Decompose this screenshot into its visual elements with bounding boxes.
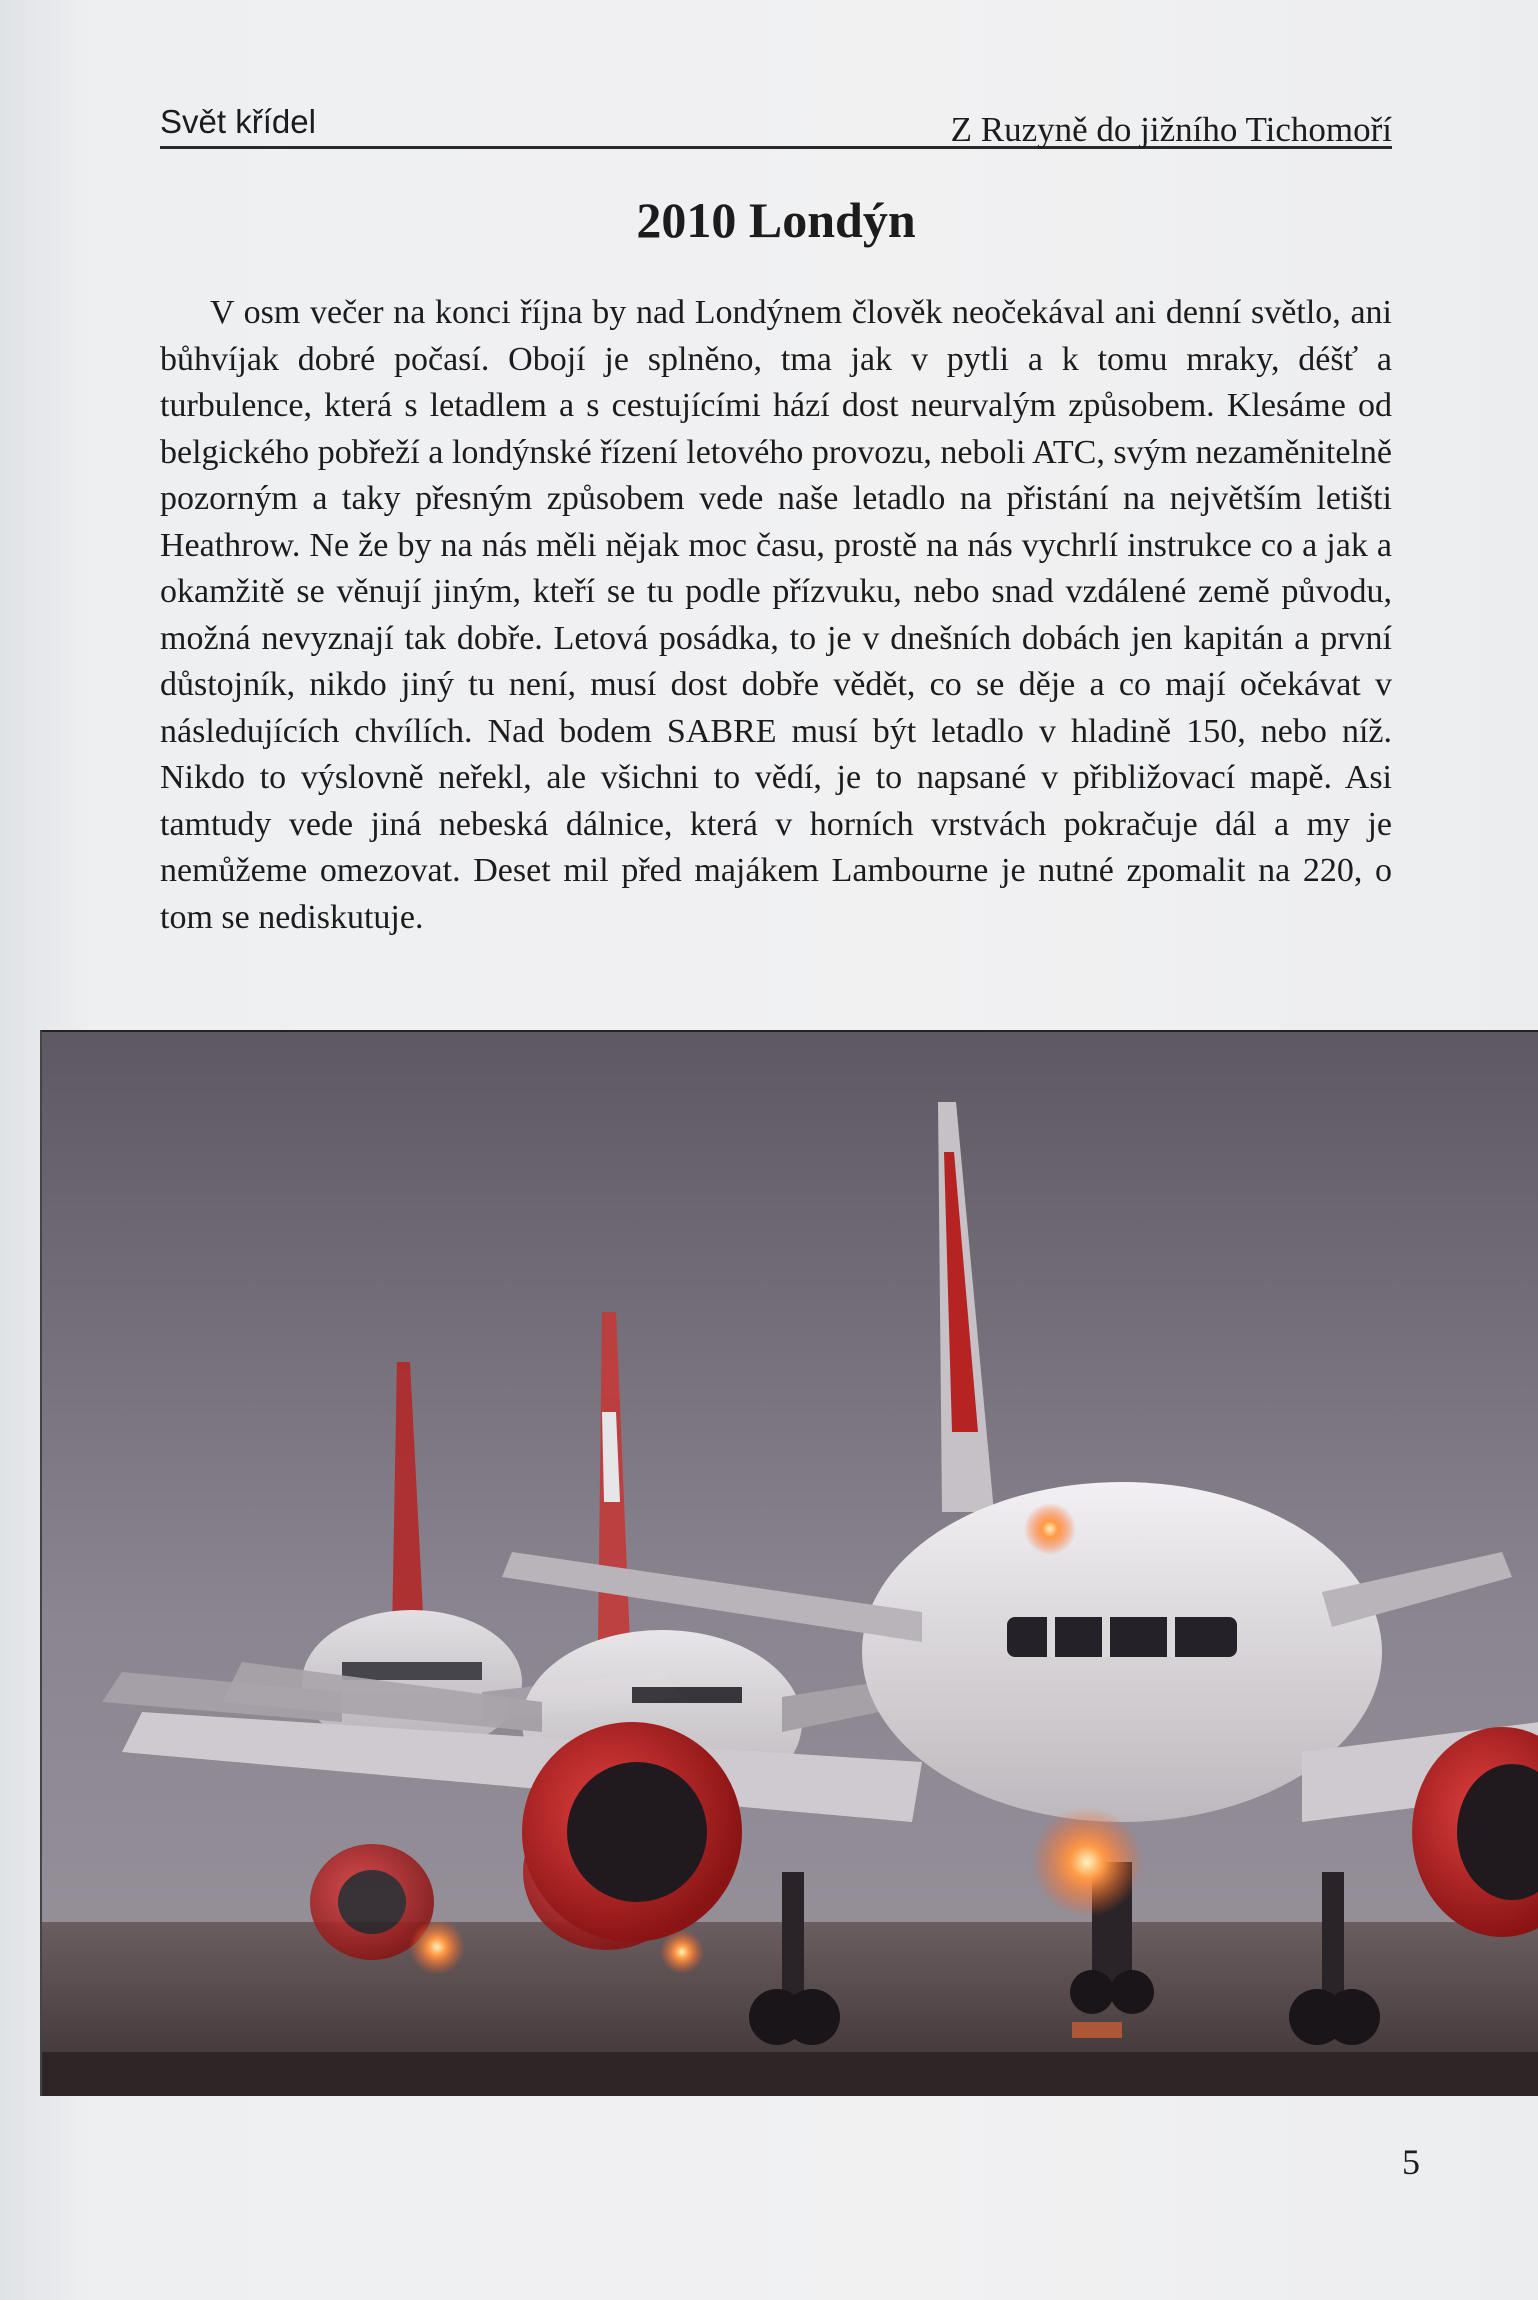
runway-edge [42, 2052, 1538, 2096]
beacon-light [1024, 1503, 1076, 1555]
chapter-title: 2010 Londýn [636, 192, 916, 248]
body-paragraph: V osm večer na konci října by nad Londýnem člověk neočekával ani denní světlo, ani bůhvíjak dobré počasí. Obojí je splněno, tma jak v pytli a k tomu mraky, déšť a turbulence, která s letadlem a s cestujícími hází dost neurvalým způsobem. Klesáme od belgického pobřeží a londýnské řízení letového provozu, neboli ATC, svým nezaměnitelně pozorným a taky přesným způsobem vede naše letadlo na přistání na největším letišti Heathrow. Ne že by na nás měli nějak moc času, prostě na nás vychrlí instrukce co a jak a okamžitě se věnují jiným, kteří se tu podle přízvuku, nebo snad vzdálené země původu, možná nevyznají tak dobře. Letová posádka, to je v dnešních dobách jen kapitán a první důstojník, nikdo jiný tu není, musí dost dobře vědět, co se děje a co mají očekávat v následujících chvílích. Nad bodem SABRE musí být letadlo v hladině 150, nebo níž. Nikdo to výslovně neřekl, ale všichni to vědí, je to napsané v přibližovací mapě. Asi tamtudy vede jiná nebeská dálnice, která v horních vrstvách pokračuje dál a my je nemůžeme omezovat. Deset mil před majákem Lambourne je nutné zpomalit na 220, o tom se nediskutuje. [160, 294, 1392, 936]
airplanes-illustration [42, 1032, 1538, 2096]
runway-reflection [1072, 2022, 1122, 2038]
header-chapter-name: Z Ruzyně do jižního Tichomoří [950, 110, 1392, 149]
landing-light [1032, 1807, 1142, 1917]
header-book-title: Svět křídel [160, 103, 316, 140]
airplanes-photo [40, 1030, 1538, 2096]
taxi-light-far [409, 1919, 465, 1975]
page-number: 5 [1402, 2142, 1420, 2182]
running-header [160, 96, 1392, 149]
taxi-light-mid [660, 1930, 704, 1974]
